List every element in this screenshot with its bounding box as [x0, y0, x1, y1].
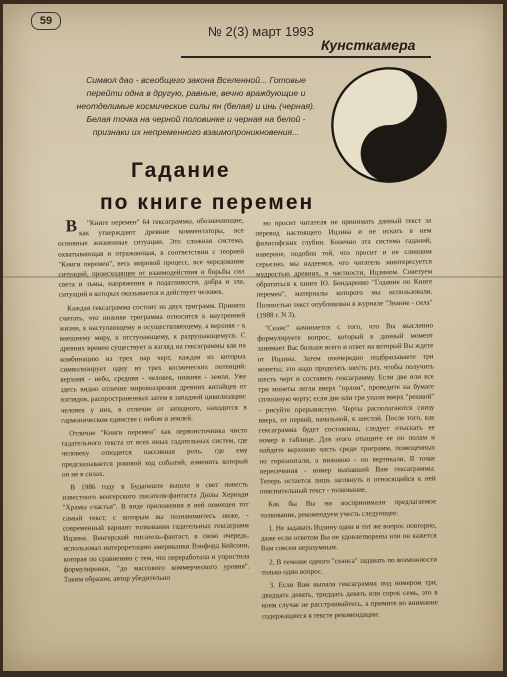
paper-fold [3, 276, 503, 278]
drop-cap: В [65, 216, 78, 236]
paragraph: В 1986 году в Будапеште вышла в свет повесть известного венгерского писателя-фантаста Дюлы Хернади "Храмы счастья". В виде приложения в ней помещен тот самый текст, с которым вы познакомитесь ниже, - современный вариант толкования гадательных гексаграмм Ицзина. Венгерский писатель-фантаст, в свою очередь, использовал интерпретацию американки Вэнфорд Кейсонн, которая по сравнению с тем, что переработала и упростила формулировки, "до массового коммерческого уровня". Таким образом, автор убедительно [62, 480, 250, 584]
yin-yang-icon [330, 66, 448, 184]
paragraph: 1. Не задавать Ицзину один и тот же вопрос повторно, даже если ответом Вы не удовлетворены или он кажется Вам совсем неразумным. [260, 521, 437, 553]
headline-line1: Гадание [131, 159, 231, 182]
article-column-right [255, 215, 439, 663]
section-title: Кунсткамера [321, 37, 416, 53]
headline-line2: по книге перемен [100, 191, 315, 214]
issue-date: № 2(3) март 1993 [208, 24, 314, 39]
newspaper-page [3, 4, 503, 671]
header-rule [181, 56, 431, 58]
paragraph-text: "Книге перемен" 64 гексаграммы, обозначающие, как утверждают древние комментаторы, все основные жизненные ситуации. Это сложная система, охватывающая и отражающая, в соответствии с теорией "Книги перемен", весь мировой процесс, все чередование ситуаций, происходящее от взаимодействия и борьбы сил света и тьмы, напряжения и податливости, добра и зла, ситуаций в которых оказывается и действует человек. [57, 216, 245, 300]
paragraph: 3. Если Вам выпала гексаграмма под номером три, двадцать девять, тридцать девять или сорок семь, это в коем случае не расстраивайтесь, а примите во внимание содержащиеся в тексте рекомендации. [261, 578, 438, 621]
paragraph: "Сеанс" начинается с того, что Вы мысленно формулируете вопрос, который в данный момент занимает Вас больше всего и ответ на который Вы ждете от Ицзина. Затем поочередно подбрасываете три монеты; это надо проделать шесть раз, чтобы получить шесть черт и составить гексаграмму. Если две или все три монеты легли вверх "орлом", проведите на бумаге сплошную черту; если две или три упали вверх "решкой" - рисуйте прерывистую. Черты располагаются снизу вверх, от первой, начальной, к шестой. После того, как гексаграмма будет составлена, следует отыскать ее номер в таблице. Для этого отыщите ее по полам и найдите верхнюю часть среди триграмм, помещенных по горизонтали, а нижнюю - по вертикали. В точке пересечения - номер выпавшей Вам гексаграммы. Теперь остается лишь заглянуть в относящийся к ней пояснительный текст - толкование. [257, 321, 436, 496]
paragraph: но просит читателя не принимать данный текст за перевод настоящего Ицзина и не искать в нем философских глубин. Конечно эта система гаданий, наверное, подобна той, что просит и не слишком серьезно, мы надеемся, что читатель заинтересуется мудростью древних, в частности, Ицзином. Советуем обратиться к книге Ю. Бондаренко "Гадание по Книге перемен", материалы которого мы использовали. Полностью текст опубликован в журнале "Знание - сила" (1988 г. N 3). [255, 216, 433, 320]
paragraph [58, 215, 245, 300]
paragraph: Каждая гексаграмма состоит из двух триграмм. Принято считать, что нижняя триграмма относится к внутренней жизни, к наступающему и осуществляющему, а верхняя - к внешнему миру, к отступающему, к разрушающемуся. С древних времен существует и взгляд на гексаграммы как на комбинацию из трех пар черт, каждая из которых символизирует одну из трех космических потенций: верхняя - небо, средняя - человек, нижняя - земля. Уже здесь видно отличие мировоззрения древних китайцев от взглядов, распространенных затем в западной цивилизации: человек у них, в отличие от западного, находится в гармоническом единстве с небом и землей. [59, 301, 247, 425]
paragraph: Отличие "Книги перемен" как первоисточника чисто гадательного текста от всех иных гадательных систем, где человеку отводится пассивная роль, где ему предсказывается роковой ход событий, изменить который он не в силах. [61, 426, 248, 479]
paragraph: 2. В течение одного "сеанса" задавать по возможности только один вопрос. [261, 554, 438, 577]
paragraph: Как бы Вы ни воспринимали предлагаемое толкование, рекомендуем учесть следующее: [260, 497, 437, 520]
intro-text: Символ дао - всеобщего закона Вселенной... Готовые перейти одна в другую, равные, вечно враждующие и неотделимые космические силы ян (белая) и инь (черная). Белая точка на черной половинке и черная на белой - признаки их непременного взаимопроникновения... [76, 75, 316, 137]
page-number: 59 [31, 12, 61, 30]
